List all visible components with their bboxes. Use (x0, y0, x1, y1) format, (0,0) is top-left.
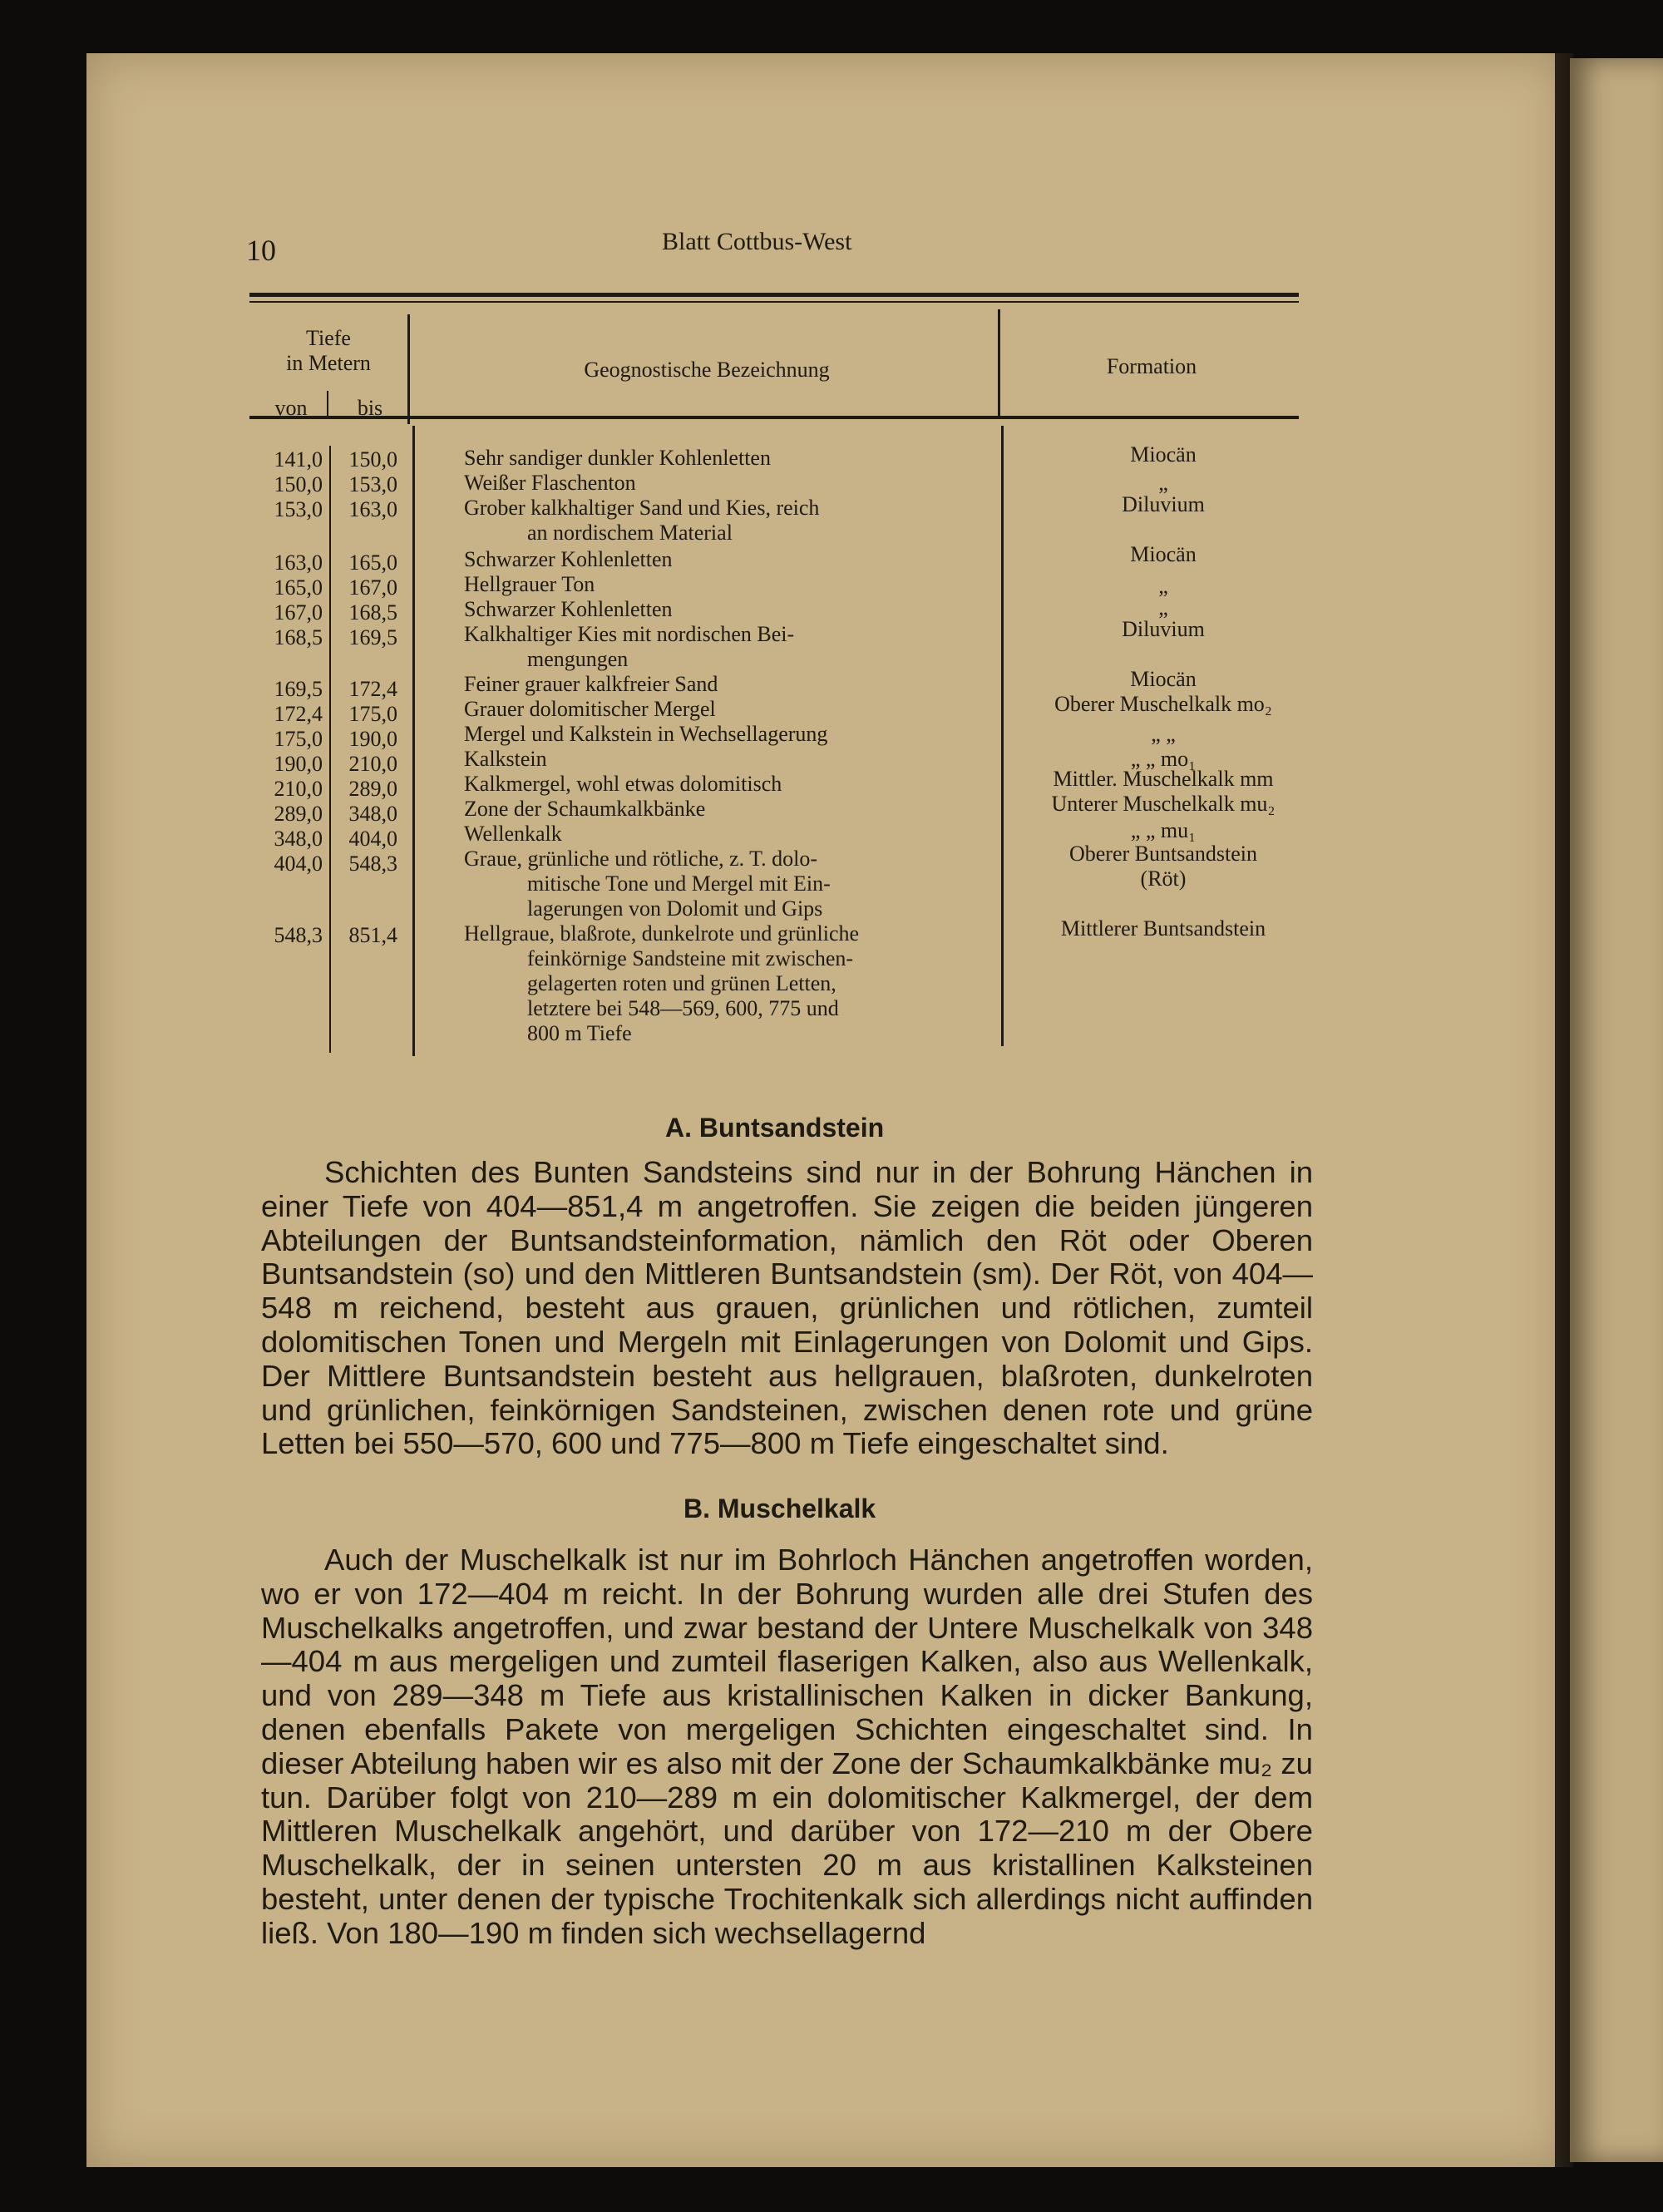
formation-header: Formation (1106, 354, 1197, 378)
formation-cell: „ (1158, 471, 1168, 495)
description-line: Feiner grauer kalkfreier Sand (464, 672, 718, 696)
table-row-bis: 404,0 (348, 827, 397, 851)
from-header: von (274, 396, 308, 420)
table-row-bis: 289,0 (348, 777, 397, 801)
formation-cell: Diluvium (1122, 617, 1205, 641)
table-row-description (464, 622, 980, 672)
table-row-von: 165,0 (274, 575, 323, 600)
description-line: lagerungen von Dolomit und Gips (527, 896, 823, 921)
description-line: mengungen (527, 647, 629, 671)
table-row-von: 169,5 (274, 677, 323, 701)
table-row-description (464, 772, 980, 797)
table-row-bis: 348,0 (348, 802, 397, 826)
depth-header-line2: in Metern (286, 351, 371, 375)
table-row-von: 167,0 (274, 600, 323, 625)
col-divider-description (998, 309, 1000, 419)
description-line: Schwarzer Kohlenletten (464, 597, 673, 621)
table-row-von: 289,0 (274, 802, 323, 826)
table-row-description (464, 446, 980, 471)
section-body-muschelkalk (261, 1543, 1313, 1951)
formation-cell: Miocän (1130, 667, 1197, 691)
description-header: Geognostische Bezeichnung (584, 358, 830, 382)
description-line: Hellgraue, blaßrote, dunkelrote und grünliche (464, 921, 860, 946)
formation-cell: Diluvium (1122, 492, 1205, 516)
section-heading-buntsandstein: A. Buntsandstein (665, 1113, 885, 1143)
description-line: Grober kalkhaltiger Sand und Kies, reich (464, 496, 820, 520)
running-title: Blatt Cottbus-West (662, 228, 852, 255)
formation-cell: (Röt) (1140, 867, 1187, 891)
formation-cell: „ „ mo₁ (1130, 747, 1197, 771)
section-heading-muschelkalk: B. Muschelkalk (683, 1494, 876, 1523)
col-divider-von-bis-head (327, 391, 328, 417)
formation-cell: Unterer Muschelkalk mu₂ (1051, 792, 1276, 816)
description-line: gelagerten roten und grünen Letten, (527, 971, 836, 995)
table-row-description (464, 921, 996, 1046)
table-row-bis: 851,4 (348, 923, 397, 947)
table-row-von: 175,0 (274, 727, 323, 751)
section-body-buntsandstein (261, 1156, 1313, 1461)
description-line: Schwarzer Kohlenletten (464, 547, 673, 571)
table-row-von: 168,5 (274, 625, 323, 649)
adjacent-page-edge (1570, 58, 1663, 2162)
page-number: 10 (246, 234, 276, 267)
description-line: Kalkstein (464, 747, 547, 771)
table-row-description (464, 722, 996, 747)
formation-cell: Mittlerer Buntsandstein (1060, 916, 1266, 941)
to-header: bis (357, 396, 383, 420)
description-line: mitische Tone und Mergel mit Ein- (527, 871, 831, 896)
description-line: Kalkmergel, wohl etwas dolomitisch (464, 772, 782, 796)
formation-cell: „ (1158, 595, 1168, 620)
formation-cell: Miocän (1130, 442, 1197, 467)
depth-header (249, 326, 407, 376)
table-row-von: 210,0 (274, 777, 323, 801)
table-row-von: 548,3 (274, 923, 323, 947)
formation-cell: „ „ (1151, 722, 1176, 746)
table-row-von: 141,0 (274, 447, 323, 472)
table-row-description (464, 697, 980, 722)
description-line: 800 m Tiefe (527, 1021, 632, 1045)
table-row-bis: 210,0 (348, 752, 397, 776)
formation-cell: Miocän (1130, 542, 1197, 566)
table-row-bis: 172,4 (348, 677, 397, 701)
table-row-bis: 168,5 (348, 600, 397, 625)
description-line: Grauer dolomitischer Mergel (464, 697, 716, 721)
description-line: Wellenkalk (464, 822, 562, 846)
table-row-von: 150,0 (274, 472, 323, 496)
col-divider-depth (407, 314, 410, 424)
table-top-rule-thick (249, 293, 1299, 297)
formation-cell: „ „ mu₁ (1130, 818, 1197, 842)
depth-header-line1: Tiefe (306, 326, 351, 350)
paragraph: Schichten des Bunten Sandsteins sind nur in der Bohrung Hänchen in einer Tiefe von 404—851,4 m angetroffen. Sie zeigen die beiden jüngeren Abteilungen der Buntsandsteinformation, nämlich den Röt oder Oberen Buntsandstein (so) und den Mittleren Buntsandstein (sm). Der Röt, von 404—548 m reichend, besteht aus grauen, grünlichen und rötlichen, zumteil dolomitischen Tonen und Mergeln mit Einlagerungen von Dolomit und Gips. Der Mittlere Buntsandstein besteht aus hellgrauen, blaßroten, dunkelroten und grünlichen, feinkörnigen Sandsteinen, zwischen denen rote und grüne Letten bei 550—570, 600 und 775—800 m Tiefe eingeschaltet sind. (261, 1155, 1313, 1461)
table-row-description (464, 797, 980, 822)
table-row-bis: 548,3 (348, 852, 397, 876)
description-line: Mergel und Kalkstein in Wechsellagerung (464, 722, 828, 746)
table-row-von: 153,0 (274, 497, 323, 521)
table-row-bis: 190,0 (348, 727, 397, 751)
table-row-bis: 163,0 (348, 497, 397, 521)
col-divider-depth-body (412, 426, 415, 1056)
table-row-description (464, 547, 980, 572)
table-row-von: 172,4 (274, 702, 323, 726)
description-line: Hellgrauer Ton (464, 572, 595, 596)
description-line: Weißer Flaschenton (464, 471, 636, 495)
table-row-von: 190,0 (274, 752, 323, 776)
formation-cell: Mittler. Muschelkalk mm (1053, 767, 1274, 791)
table-row-von: 404,0 (274, 852, 323, 876)
table-top-rule-thin (249, 301, 1299, 303)
table-row-description (464, 672, 980, 697)
description-line: feinkörnige Sandsteine mit zwischen- (527, 946, 854, 970)
table-row-bis: 169,5 (348, 625, 397, 649)
table-row-bis: 153,0 (348, 472, 397, 496)
table-row-bis: 165,0 (348, 551, 397, 575)
formation-cell: Oberer Buntsandstein (1068, 842, 1257, 866)
table-row-bis: 175,0 (348, 702, 397, 726)
table-row-von: 348,0 (274, 827, 323, 851)
table-row-description (464, 747, 980, 772)
description-line: an nordischem Material (527, 521, 733, 545)
table-row-description (464, 496, 980, 546)
formation-cell: „ (1158, 574, 1168, 598)
paragraph: Auch der Muschelkalk ist nur im Bohrloch Hänchen angetroffen worden, wo er von 172—404 m reicht. In der Bohrung wurden alle drei Stufen des Muschelkalks angetroffen, und zwar bestand der Untere Muschelkalk von 348—404 m aus mergeligen und zumteil flaserigen Kalken, also aus Wellenkalk, und von 289—348 m Tiefe aus kristallinischen Kalken in dicker Bankung, denen ebenfalls Pakete von mergeligen Schichten eingeschaltet sind. In dieser Abteilung haben wir es also mit der Zone der Schaumkalkbänke mu₂ zu tun. Darüber folgt von 210—289 m ein dolomitischer Kalkmergel, der dem Mittleren Muschelkalk angehört, und darüber von 172—210 m der Obere Muschelkalk, der in seinen untersten 20 m aus kristallinen Kalksteinen besteht, unter denen der typische Trochitenkalk sich allerdings nicht auffinden ließ. Von 180—190 m finden sich wechsellagernd (261, 1543, 1313, 1950)
table-row-bis: 150,0 (348, 447, 397, 472)
description-line: Kalkhaltiger Kies mit nordischen Bei- (464, 622, 795, 646)
table-row-description (464, 597, 980, 622)
table-row-von: 163,0 (274, 551, 323, 575)
col-divider-von-bis-body (329, 446, 331, 1053)
table-row-description (464, 572, 980, 597)
table-row-description (464, 471, 980, 496)
table-row-bis: 167,0 (348, 575, 397, 600)
description-line: Zone der Schaumkalkbänke (464, 797, 706, 821)
description-line: Graue, grünliche und rötliche, z. T. dolo- (464, 847, 818, 871)
description-line: letztere bei 548—569, 600, 775 und (527, 996, 839, 1020)
formation-cell: Oberer Muschelkalk mo₂ (1054, 692, 1272, 716)
table-row-description (464, 822, 980, 847)
table-row-description (464, 847, 980, 921)
description-line: Sehr sandiger dunkler Kohlenletten (464, 446, 771, 470)
col-divider-description-body (1001, 426, 1004, 1046)
